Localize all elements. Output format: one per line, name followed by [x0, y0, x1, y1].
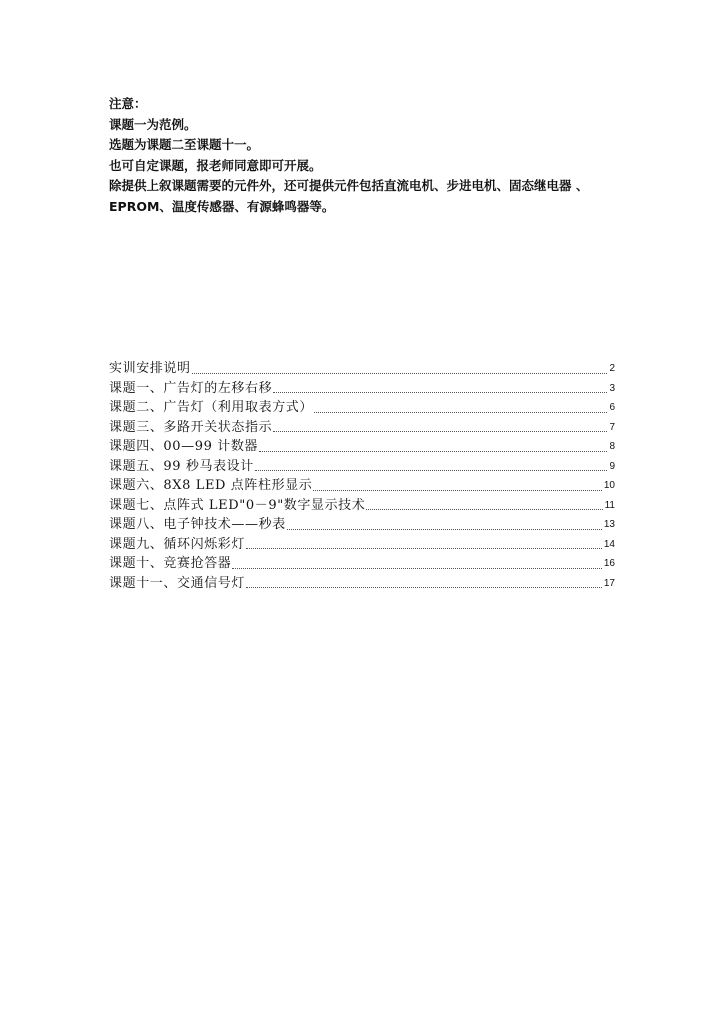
- note-line: EPROM、温度传感器、有源蜂鸣器等。: [109, 198, 335, 214]
- toc-entry[interactable]: [109, 554, 615, 574]
- toc-entry[interactable]: [109, 535, 615, 555]
- toc-entry[interactable]: [109, 379, 615, 399]
- toc-entry-page: 2: [609, 363, 615, 374]
- toc-entry-title: 课题一、广告灯的左移右移: [109, 380, 273, 396]
- toc-entry[interactable]: [109, 476, 615, 496]
- toc-entry-page: 17: [603, 577, 615, 589]
- toc-entry-page: 8: [609, 441, 615, 452]
- note-line: 除提供上叙课题需要的元件外，还可提供元件包括直流电机、步进电机、固态继电器 、: [109, 178, 589, 193]
- toc-entry-page: 13: [603, 519, 615, 530]
- toc-leader-dots: [287, 528, 602, 530]
- toc-entry[interactable]: [109, 359, 615, 379]
- toc-leader-dots: [366, 508, 602, 510]
- note-line: 也可自定课题，报老师同意即可开展。: [109, 157, 322, 173]
- toc-leader-dots: [313, 489, 601, 491]
- toc-entry[interactable]: [109, 457, 615, 477]
- table-of-contents: [109, 359, 615, 593]
- toc-entry-title: 课题四、00—99 计数器: [109, 439, 259, 454]
- toc-entry-page: 10: [603, 480, 615, 491]
- toc-entry-page: 7: [609, 421, 615, 433]
- toc-entry-title: 课题十、竞赛抢答器: [109, 556, 232, 571]
- note-line: 课题一为范例。: [109, 116, 197, 132]
- toc-entry[interactable]: [109, 574, 615, 594]
- toc-entry-title: 课题八、电子钟技术——秒表: [109, 517, 286, 532]
- toc-entry-title: 课题三、多路开关状态指示: [109, 419, 273, 435]
- toc-entry[interactable]: [109, 515, 615, 535]
- toc-entry[interactable]: [109, 418, 615, 438]
- toc-entry-title: 课题六、8X8 LED 点阵柱形显示: [109, 478, 313, 493]
- toc-entry-title: 课题七、点阵式 LED"0－9"数字显示技术: [109, 497, 366, 513]
- toc-entry-page: 14: [603, 538, 615, 550]
- toc-leader-dots: [273, 430, 607, 432]
- toc-leader-dots: [259, 450, 607, 452]
- toc-leader-dots: [232, 567, 601, 569]
- toc-entry-page: 16: [603, 558, 615, 569]
- toc-entry[interactable]: [109, 398, 615, 418]
- toc-entry-title: 实训安排说明: [109, 361, 191, 376]
- toc-entry-page: 9: [609, 460, 615, 472]
- toc-leader-dots: [192, 372, 608, 374]
- toc-leader-dots: [273, 391, 607, 393]
- toc-entry[interactable]: [109, 437, 615, 457]
- toc-entry-title: 课题九、循环闪烁彩灯: [109, 536, 246, 552]
- toc-entry-title: 课题五、99 秒马表设计: [109, 458, 254, 474]
- toc-entry-page: 3: [609, 382, 615, 394]
- notes-heading: 注意：: [109, 96, 147, 111]
- toc-leader-dots: [255, 469, 608, 471]
- toc-entry-title: 课题十一、交通信号灯: [109, 575, 246, 591]
- toc-entry-title: 课题二、广告灯（利用取表方式）: [109, 400, 314, 415]
- toc-entry-page: 11: [604, 499, 615, 511]
- note-line: 选题为课题二至课题十一。: [109, 137, 260, 152]
- toc-leader-dots: [314, 411, 607, 413]
- notes-section: [109, 94, 619, 217]
- toc-leader-dots: [246, 547, 602, 549]
- toc-entry[interactable]: [109, 496, 615, 516]
- toc-entry-page: 6: [609, 402, 615, 413]
- toc-leader-dots: [246, 586, 602, 588]
